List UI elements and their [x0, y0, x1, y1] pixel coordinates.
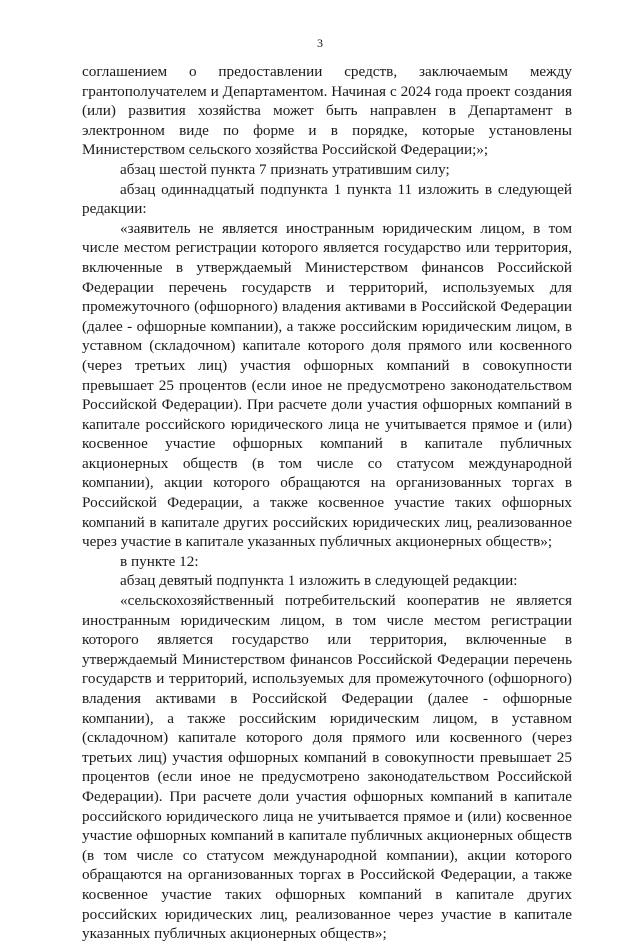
page-number: 3 [317, 36, 323, 50]
paragraph-point-7: абзац шестой пункта 7 признать утратившим силу; [120, 160, 450, 178]
document-body [82, 62, 572, 944]
paragraph-applicant-offshore: «заявитель не является иностранным юридическим лицом, в том числе местом регистрации которого является государство или территория, включенные в утверждаемый Министерством финансов Российской Федерации перечень государств и территорий, используемых для промежуточного (офшорного) владения активами в Российской Федерации (далее - офшорные компании), а также российским юридическим лицом, в уставном (складочном) капитале которого доля прямого или косвенного (через третьих лиц) участия офшорных компаний в совокупности превышает 25 процентов (если иное не предусмотрено законодательством Российской Федерации). При расчете доли участия офшорных компаний в капитале российского юридического лица не учитывается прямое и (или) косвенное участие офшорных компаний в капитале публичных акционерных обществ (в том числе со статусом международной компании), акции которого обращаются на организованных торгах в Российской Федерации, а также косвенное участие таких офшорных компаний в капитале других российских юридических лиц, реализованное через участие в капитале указанных публичных акционерных обществ»; [82, 219, 572, 551]
paragraph-grant-continuation: соглашением о предоставлении средств, заключаемым между грантополучателем и Департаментом. Начиная с 2024 года проект создания (или) развития хозяйства может быть направлен в Департамент в электронном виде по форме и в порядке, которые установлены Министерством сельского хозяйства Российской Федерации;»; [82, 63, 572, 159]
paragraph-point-11-intro: абзац одиннадцатый подпункта 1 пункта 11 изложить в следующей редакции: [82, 180, 572, 218]
paragraph-point-12-intro: абзац девятый подпункта 1 изложить в следующей редакции: [120, 572, 518, 590]
paragraph-cooperative-offshore: «сельскохозяйственный потребительский кооператив не является иностранным юридическим лицом, в том числе местом регистрации которого является государство или территория, включенные в утверждаемый Министерством финансов Российской Федерации перечень государств и территорий, используемых для промежуточного (офшорного) владения активами в Российской Федерации (далее - офшорные компании), а также российским юридическим лицом, в уставном (складочном) капитале которого доля прямого или косвенного (через третьих лиц) участия офшорных компаний в совокупности превышает 25 процентов (если иное не предусмотрено законодательством Российской Федерации). При расчете доли участия офшорных компаний в капитале российского юридического лица не учитывается прямое и (или) косвенное участие офшорных компаний в капитале публичных акционерных обществ (в том числе со статусом международной компании), акции которого обращаются на организованных торгах в Российской Федерации, а также косвенное участие таких офшорных компаний в капитале других российских юридических лиц, реализованное через участие в капитале указанных публичных акционерных обществ»; [82, 592, 572, 943]
paragraph-point-12: в пункте 12: [120, 552, 199, 570]
